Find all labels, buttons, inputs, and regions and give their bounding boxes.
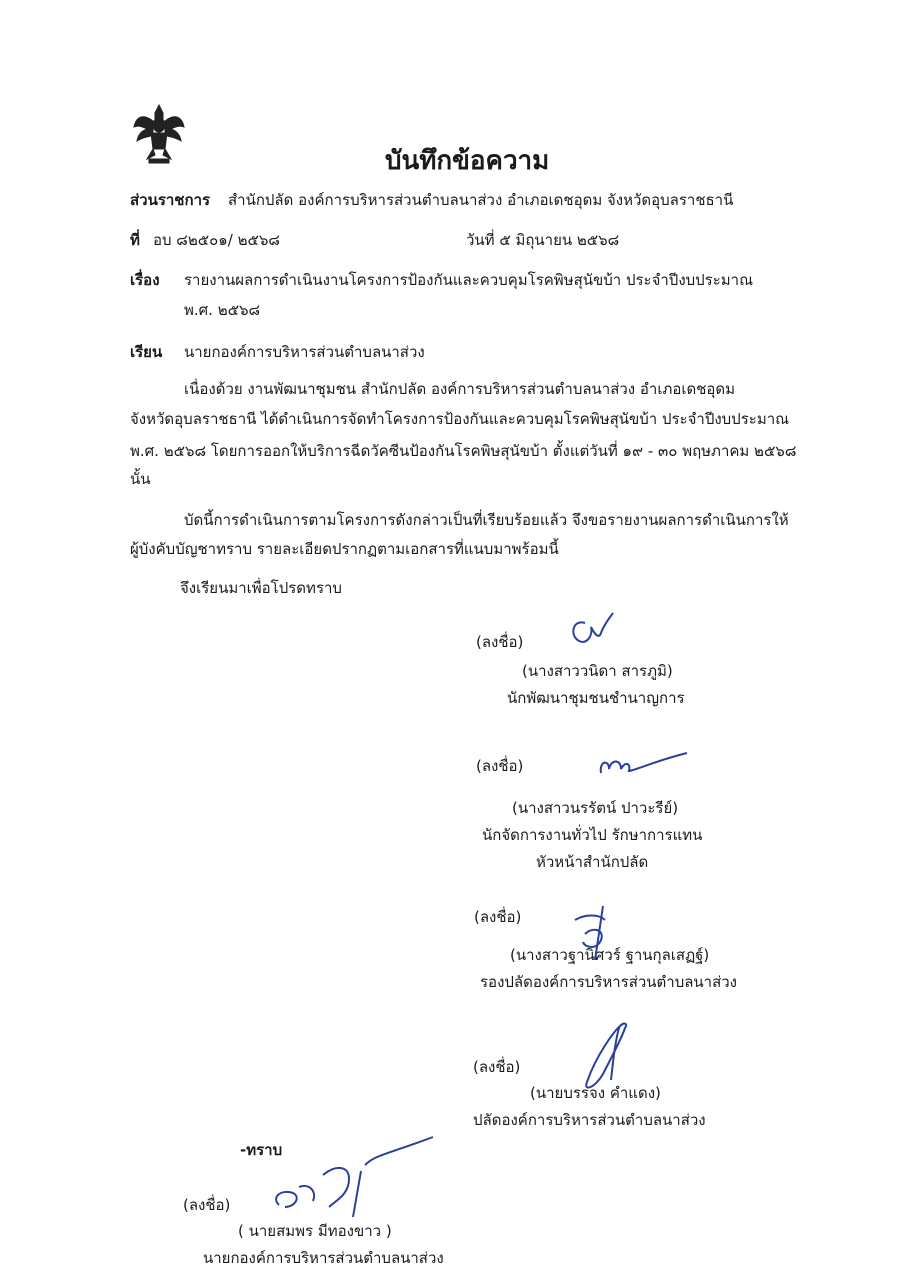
department-label: ส่วนราชการ <box>130 191 211 209</box>
handwritten-signature-3-icon <box>565 900 625 970</box>
signer-name: (นางสาวนรรัตน์ ปาวะรีย์) <box>512 799 679 817</box>
signer-name: (นางสาววนิดา สารภูมิ) <box>522 662 673 680</box>
signer-position: นักพัฒนาชุมชนชำนาญการ <box>507 689 685 707</box>
signer-position: ปลัดองค์การบริหารส่วนตำบลนาส่วง <box>473 1111 706 1129</box>
department-value: สำนักปลัด องค์การบริหารส่วนตำบลนาส่วง อำเภอเดชอุดม จังหวัดอุบลราชธานี <box>228 191 734 209</box>
paragraph-2-line-1: บัดนี้การดำเนินการตามโครงการดังกล่าวเป็นที่เรียบร้อยแล้ว จึงขอรายงานผลการดำเนินการให้ <box>184 511 789 529</box>
subject-line-1: รายงานผลการดำเนินงานโครงการป้องกันและควบคุมโรคพิษสุนัขบ้า ประจำปีงบประมาณ <box>184 271 754 289</box>
recipient-label: เรียน <box>130 343 163 361</box>
paragraph-1-line-2: จังหวัดอุบลราชธานี ได้ดำเนินการจัดทำโครงการป้องกันและควบคุมโรคพิษสุนัขบ้า ประจำปีงบประมาณ <box>130 410 790 428</box>
signature-label: (ลงชื่อ) <box>476 757 524 775</box>
paragraph-1-line-4: นั้น <box>130 470 151 488</box>
signature-label: (ลงชื่อ) <box>473 1058 521 1076</box>
paragraph-1-line-1: เนื่องด้วย งานพัฒนาชุมชน สำนักปลัด องค์การบริหารส่วนตำบลนาส่วง อำเภอเดชอุดม <box>184 380 736 398</box>
document-date: วันที่ ๕ มิถุนายน ๒๕๖๘ <box>466 231 620 249</box>
signature-label: (ลงชื่อ) <box>476 633 524 651</box>
handwritten-signature-5-icon <box>265 1135 440 1230</box>
signer-position: นักจัดการงานทั่วไป รักษาการแทน <box>482 826 703 844</box>
subject-line-2: พ.ศ. ๒๕๖๘ <box>184 301 261 319</box>
page-title: บันทึกข้อความ <box>385 146 550 176</box>
recipient-value: นายกองค์การบริหารส่วนตำบลนาส่วง <box>184 343 425 361</box>
reference-number: อบ ๘๒๕๐๑/ ๒๕๖๘ <box>153 231 280 249</box>
signature-label: (ลงชื่อ) <box>474 908 522 926</box>
handwritten-signature-2-icon <box>595 745 695 780</box>
garuda-emblem-icon <box>133 103 185 165</box>
acknowledge-note: -ทราบ <box>240 1141 283 1159</box>
signature-label: (ลงชื่อ) <box>183 1196 231 1214</box>
paragraph-1-line-3: พ.ศ. ๒๕๖๘ โดยการออกให้บริการฉีดวัคซีนป้องกันโรคพิษสุนัขบ้า ตั้งแต่วันที่ ๑๙ - ๓๐ พฤษภาคม ๒๕๖๘ <box>130 442 797 460</box>
acknowledger-name: ( นายสมพร มีทองขาว ) <box>238 1222 392 1240</box>
acknowledger-position: นายกองค์การบริหารส่วนตำบลนาส่วง <box>203 1249 444 1267</box>
subject-label: เรื่อง <box>130 271 160 289</box>
closing-line: จึงเรียนมาเพื่อโปรดทราบ <box>180 579 342 597</box>
paragraph-2-line-2: ผู้บังคับบัญชาทราบ รายละเอียดปรากฏตามเอกสารที่แนบมาพร้อมนี้ <box>130 540 559 558</box>
reference-label: ที่ <box>130 231 140 249</box>
signer-name: (นางสาวฐานิศวร์ ฐานกุลเสฏฐ์) <box>510 946 710 964</box>
handwritten-signature-1-icon <box>565 605 635 650</box>
signer-name: (นายบรรจง คำแดง) <box>530 1084 661 1102</box>
signer-position: รองปลัดองค์การบริหารส่วนตำบลนาส่วง <box>480 973 738 991</box>
signer-position-2: หัวหน้าสำนักปลัด <box>536 853 649 871</box>
